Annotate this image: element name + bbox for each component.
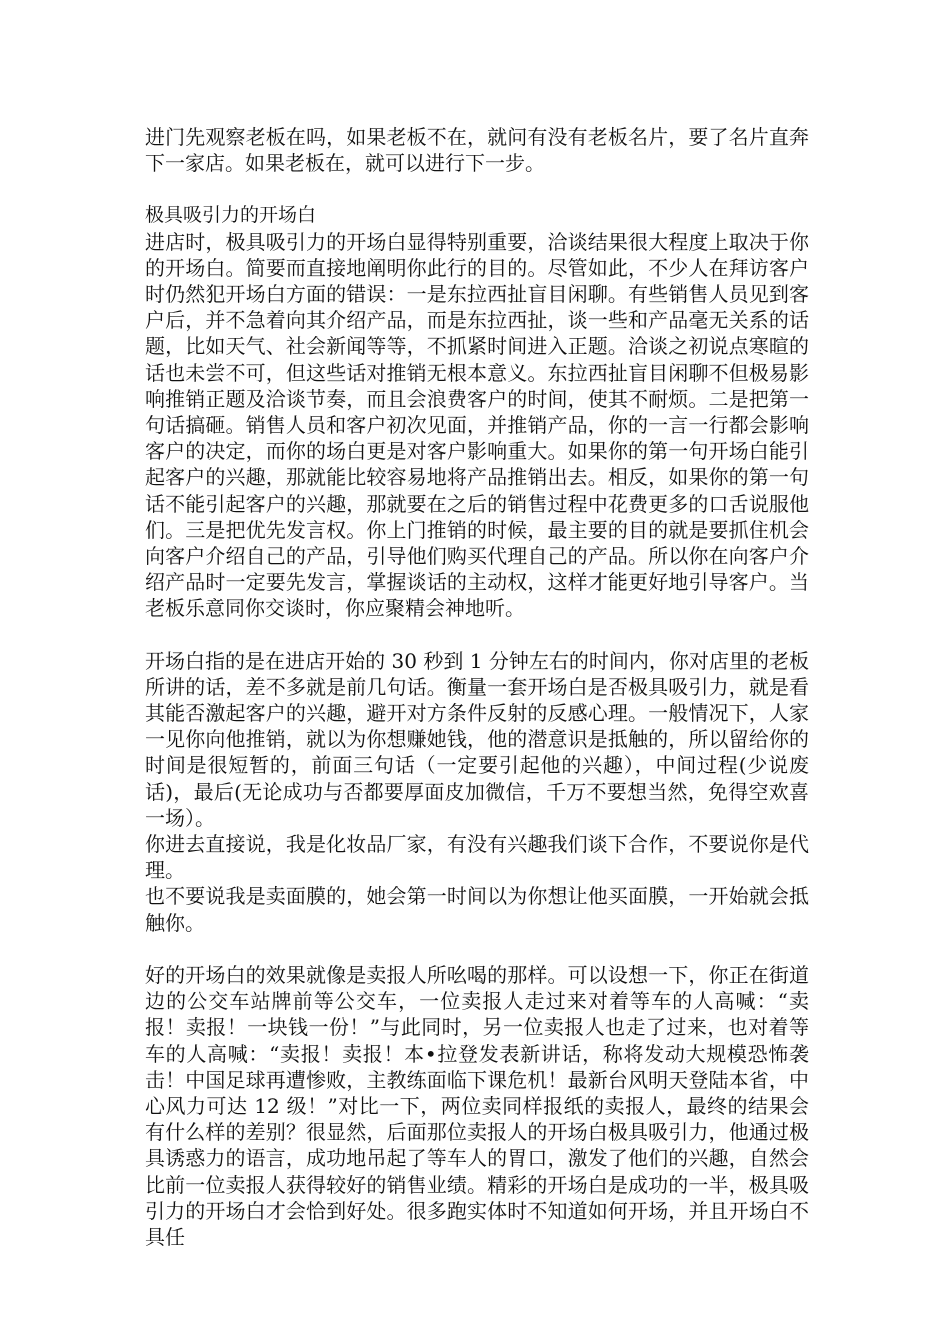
body-paragraph-5: 好的开场白的效果就像是卖报人所吆喝的那样。可以设想一下，你正在街道边的公交车站牌前等公交车，一位卖报人走过来对着等车的人高喊：“卖报！卖报！一块钱一份！”与此同时，另一位卖报人也走了过来，也对着等车的人高喊：“卖报！卖报！本•拉登发表新讲话，称将发动大规模恐怖袭击！中国足球再遭惨败，主教练面临下课危机！最新台风明天登陆本省，中心风力可达 12 级！”对比一下，两位卖同样报纸的卖报人，最终的结果会有什么样的差别？很显然，后面那位卖报人的开场白极具吸引力，他通过极具诱惑力的语言，成功地吊起了等车人的胃口，激发了他们的兴趣，自然会比前一位卖报人获得较好的销售业绩。精彩的开场白是成功的一半，极具吸引力的开场白才会恰到好处。很多跑实体时不知道如何开场，并且开场白不具任: [145, 962, 809, 1249]
paragraph-gap: [145, 622, 809, 648]
body-paragraph-4: 也不要说我是卖面膜的，她会第一时间以为你想让他买面膜，一开始就会抵触你。: [145, 884, 809, 935]
body-paragraph-3: 你进去直接说，我是化妆品厂家，有没有兴趣我们谈下合作，不要说你是代理。: [145, 832, 809, 883]
body-paragraph-1: 进店时，极具吸引力的开场白显得特别重要，洽谈结果很大程度上取决于你的开场白。简要而直接地阐明你此行的目的。尽管如此，不少人在拜访客户时仍然犯开场白方面的错误：一是东拉西扯盲目闲聊。有些销售人员见到客户后，并不急着向其介绍产品，而是东拉西扯，谈一些和产品毫无关系的话题，比如天气、社会新闻等等，不抓紧时间进入正题。洽谈之初说点寒暄的话也未尝不可，但这些话对推销无根本意义。东拉西扯盲目闲聊不但极易影响推销正题及洽谈节奏，而且会浪费客户的时间，使其不耐烦。二是把第一句话搞砸。销售人员和客户初次见面，并推销产品，你的一言一行都会影响客户的决定，而你的场白更是对客户影响重大。如果你的第一句开场白能引起客户的兴趣，那就能比较容易地将产品推销出去。相反，如果你的第一句话不能引起客户的兴趣，那就要在之后的销售过程中花费更多的口舌说服他们。三是把优先发言权。你上门推销的时候，最主要的目的就是要抓住机会向客户介绍自己的产品，引导他们购买代理自己的产品。所以你在向客户介绍产品时一定要先发言，掌握谈话的主动权，这样才能更好地引导客户。当老板乐意同你交谈时，你应聚精会神地听。: [145, 229, 809, 621]
section-heading: 极具吸引力的开场白: [145, 204, 317, 227]
paragraph-gap: [145, 176, 809, 202]
paragraph-gap: [145, 936, 809, 962]
document-page: [145, 124, 809, 1250]
intro-paragraph: 进门先观察老板在吗，如果老板不在，就问有没有老板名片，要了名片直奔下一家店。如果老板在，就可以进行下一步。: [145, 125, 809, 176]
body-paragraph-2: 开场白指的是在进店开始的 30 秒到 1 分钟左右的时间内，你对店里的老板所讲的话，差不多就是前几句话。衡量一套开场白是否极具吸引力，就是看其能否激起客户的兴趣，避开对方条件反射的反感心理。一般情况下，人家一见你向他推销，就以为你想赚她钱，他的潜意识是抵触的，所以留给你的时间是很短暂的，前面三句话（一定要引起他的兴趣），中间过程(少说废话)，最后(无论成功与否都要厚面皮加微信，千万不要想当然，免得空欢喜一场）。: [145, 648, 809, 830]
